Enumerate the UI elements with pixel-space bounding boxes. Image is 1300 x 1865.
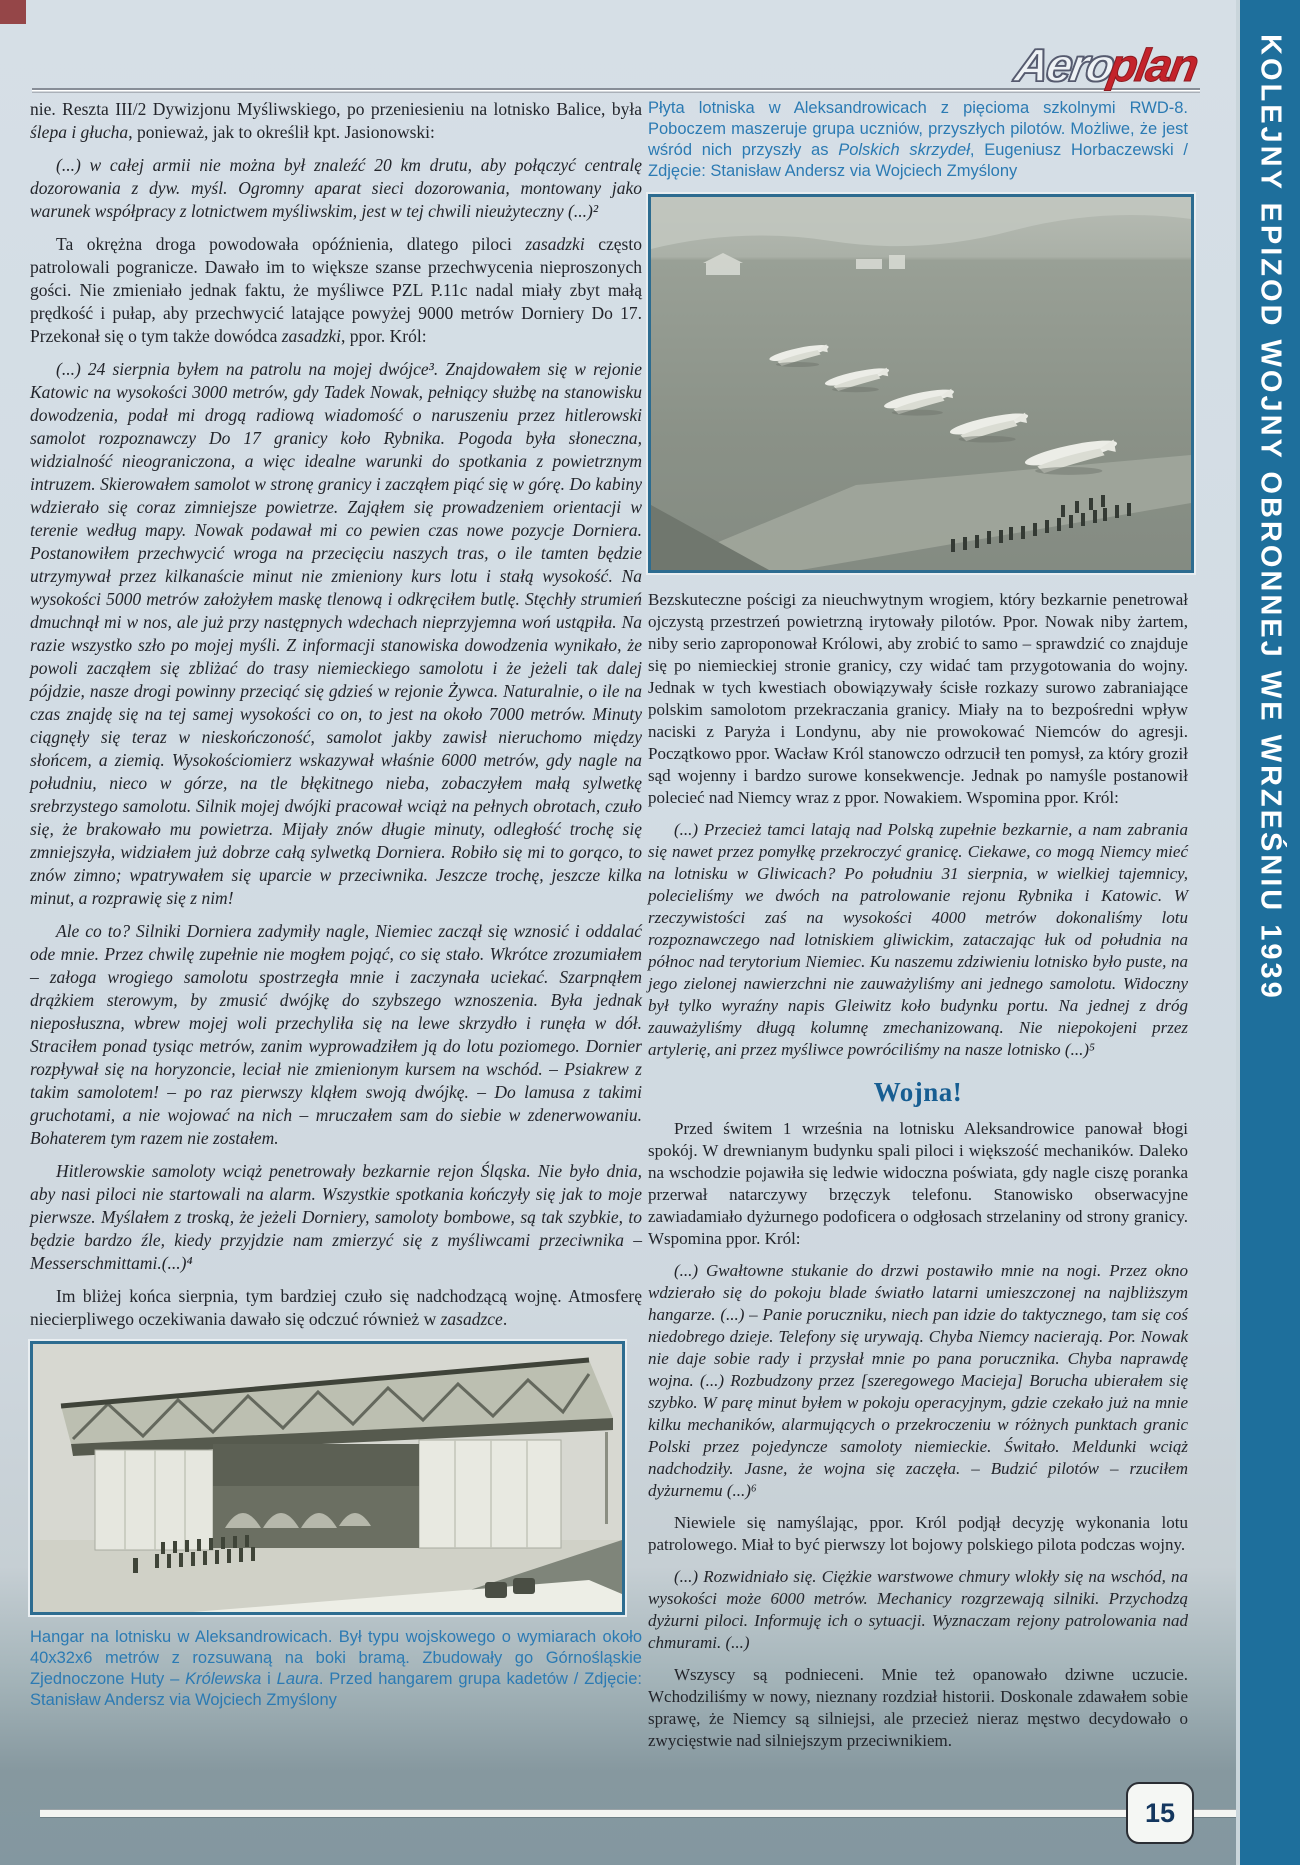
- text-segment: , ponieważ, jak to określił kpt. Jasionowski:: [128, 122, 435, 142]
- paragraph: [30, 1285, 642, 1331]
- quotation: (...) Rozwidniało się. Ciężkie warstwowe chmury wlokły się na wschód, na wysokości może 6000 metrów. Mechanicy rozgrzewają silniki. Przychodzą dyżurni piloci. Informuję ich o sytuacji. Wyznaczam rejony patrolowania nad chmurami. (...): [648, 1567, 1188, 1652]
- airfield-photo-graphic: [651, 197, 1191, 570]
- text-segment: zasadzki: [281, 326, 342, 346]
- text-segment: Hangar na lotnisku w Aleksandrowicach. Był typu wojskowego o wymiarach około 40x32x6 metrów z rozsuwaną na boki bramą. Zbudowały go Górnośląskie Zjednoczone Huty –: [30, 1628, 642, 1688]
- scan-artifact: [0, 0, 26, 24]
- logo-text-aero: Aero: [1011, 39, 1118, 91]
- text-segment: Polskich skrzydeł: [838, 141, 970, 159]
- text-segment: . Przed hangarem grupa kadetów / Zdjęcie: Stanisław Andersz via Wojciech Zmyślony: [30, 1670, 642, 1709]
- text-segment: Laura: [276, 1670, 319, 1688]
- text-segment: nie. Reszta III/2 Dywizjonu Myśliwskiego, po przeniesieniu na lotnisko Balice, była: [30, 99, 642, 119]
- paragraph: Bezskuteczne pościgi za nieuchwytnym wrogiem, który bezkarnie penetrował ojczystą przestrzeń powietrzną irytowały pilotów. Ppor. Nowak niby żartem, niby serio zaproponował Królowi, aby zrobić to samo – sprawdzić co znajduje się po niemieckiej stronie granicy, czy widać tam przygotowania do wojny. Jednak w tych kwestiach obowiązywały ścisłe rozkazy surowo zabraniające polskim samolotom przekraczania granicy. Miały na to bezpośredni wpływ naciski z Paryża i Londynu, aby nie prowokować Niemców do agresji. Początkowo ppor. Wacław Król stanowczo odrzucił ten pomysł, za który groził sąd wojenny i bardzo surowe konsekwencje. Jednak po namyśle postanowił polecieć nad Niemcy wraz z ppor. Nowakiem. Wspomina ppor. Król:: [648, 590, 1188, 807]
- text-segment: .: [502, 1309, 508, 1329]
- text-segment: zasadzki: [525, 234, 585, 254]
- aeroplan-logo: [1011, 38, 1201, 92]
- paragraph: Wszyscy są podnieceni. Mnie też opanowało dziwne uczucie. Wchodziliśmy w nowy, nieznany rozdział historii. Doskonale zdawałem sobie sprawę, że Niemcy są silniejsi, ale przecież nieraz męstwo decydowało o zwycięstwie nad silniejszym przeciwnikiem.: [648, 1665, 1188, 1750]
- section-heading: Wojna!: [873, 1077, 963, 1107]
- quotation: Hitlerowskie samoloty wciąż penetrowały bezkarnie rejon Śląska. Nie było dnia, aby nasi piloci nie startowali na alarm. Wszystkie spotkania kończyły się jak to moje pierwsze. Myślałem z troską, że jeżeli Dorniery, samoloty bombowe, są tak szybkie, to będzie bardzo źle, kiedy przyjdzie nam zmierzyć się z myśliwcami przeciwnika – Messerschmittami.(...)⁴: [30, 1161, 642, 1273]
- text-segment: często patrolowali pogranicze. Dawało im to większe szanse przechwycenia nieproszonych gości. Nie zmieniało jednak faktu, że myśliwce PZL P.11c nadal miały zbyt małą prędkość i pułap, aby przechwycić latające powyżej 9000 metrów Dorniery Do 17. Przekonał się o tym także dowódca: [30, 234, 642, 346]
- photo-caption: [648, 98, 1188, 182]
- sidebar-band: [1236, 0, 1300, 1865]
- text-segment: Im bliżej końca sierpnia, tym bardziej czuło się nadchodzącą wojnę. Atmosferę niecierpliwego oczekiwania dawało się odczuć również w: [30, 1286, 642, 1329]
- quotation: (...) Przecież tamci latają nad Polską zupełnie bezkarnie, a nam zabrania się nawet przez pomyłkę przekroczyć granicę. Ciekawe, co mogą Niemcy mieć na lotnisku w Gliwicach? Po południu 31 sierpnia, w wielkiej tajemnicy, polecieliśmy we dwóch na patrolowanie rejonu Rybnika i Katowic. W rzeczywistości zaś na wysokości 4000 metrów dokonaliśmy lotu rozpoznawczego nad lotniskiem gliwickim, zataczając łuk od południa na północ nad terytorium Niemiec. Ku naszemu zdziwieniu lotnisko było puste, na jego zielonej nawierzchni nie zauważyliśmy ani jednego samolotu. Widoczny był tylko wyraźny napis Gleiwitz koło budynku portu. Na jednej z dróg zauważyliśmy długą kolumnę zmechanizowaną. Nie niepokojeni przez artylerię, ani przez myśliwce powróciliśmy na nasze lotnisko (...)⁵: [648, 820, 1188, 1059]
- quotation: (...) Gwałtowne stukanie do drzwi postawiło mnie na nogi. Przez okno wdzierało się do pokoju blade światło latarni umieszczonej na najbliższym hangarze. (...) – Panie poruczniku, niech pan idzie do taktycznego, tam się coś niedobrego dzieje. Telefony się urywają. Chyba Niemcy nacierają. Por. Nowak nie daje sobie rady i przysłał mnie po pana porucznika. Chyba naprawdę wojna. (...) Rozbudzony przez [szeregowego Macieja] Borucha ubierałem się szybko. W parę minut byłem w pokoju operacyjnym, gdzie czekało już na mnie kilku mechaników, alarmujących o przekroczeniu w różnych punktach granic Polski przez pojedyncze samoloty niemieckie. Świtało. Meldunki wciąż nadchodziły. Jasne, że wojna się zaczęła. – Budzić pilotów – rzuciłem dyżurnemu (...)⁶: [648, 1261, 1188, 1500]
- paragraph: [30, 233, 642, 348]
- hangar-photo: [30, 1341, 625, 1615]
- hangar-photo-graphic: [33, 1344, 622, 1612]
- text-segment: i: [261, 1670, 277, 1688]
- page-number-badge: [1126, 1782, 1194, 1844]
- paragraph: Przed świtem 1 września na lotnisku Aleksandrowice panował błogi spokój. W drewnianym budynku spali piloci i większość mechaników. Daleko na wschodzie pojawiła się ledwie widoczna poświata, gdy nagle ciszę poranka przerwał natarczywy brzęczyk telefonu. Stanowisko obserwacyjne zawiadamiało dyżurnego podoficera o odgłosach strzelaniny od strony granicy. Wspomina ppor. Król:: [648, 1119, 1188, 1248]
- text-segment: , ppor. Król:: [341, 326, 427, 346]
- footer-rule: [40, 1809, 1236, 1818]
- sidebar-title: KOLEJNY EPIZOD WOJNY OBRONNEJ WE WRZEŚNIU 1939: [1254, 34, 1287, 1001]
- text-segment: zasadzce: [440, 1309, 503, 1329]
- text-segment: Płyta lotniska w Aleksandrowicach z pięcioma szkolnymi RWD-8. Poboczem maszeruje grupa uczniów, przyszłych pilotów. Możliwe, że jest wśród nich przyszły as: [648, 99, 1188, 159]
- text-segment: , Eugeniusz Horbaczewski / Zdjęcie: Stanisław Andersz via Wojciech Zmyślony: [648, 141, 1188, 180]
- quotation: (...) w całej armii nie można był znaleźć 20 km drutu, aby połączyć centralę dozorowania z dyw. myśl. Ogromny aparat sieci dozorowania, montowany jako warunek współpracy z lotnictwem myśliwskim, jest w tej chwili nieużyteczny (...)²: [30, 155, 642, 221]
- text-segment: ślepa i głucha: [30, 122, 129, 142]
- page-number: 15: [1144, 1797, 1176, 1828]
- text-segment: Ta okrężna droga powodowała opóźnienia, dlatego piloci: [56, 234, 526, 254]
- text-segment: Królewska: [185, 1670, 262, 1688]
- quotation: (...) 24 sierpnia byłem na patrolu na mojej dwójce³. Znajdowałem się w rejonie Katowic na wysokości 3000 metrów, gdy Tadek Nowak, pełniący służbę na stanowisku dowodzenia, podał mi drogą radiową wiadomość o naruszeniu przez hitlerowski samolot rozpoznawczy Do 17 granicy koło Rybnika. Pogoda była słoneczna, widzialność nieograniczona, a więc idealne warunki do spotkania z powietrznym intruzem. Skierowałem samolot w stronę granicy i zacząłem piąć się w górę. Do kabiny wdzierało się coraz zimniejsze powietrze. Zająłem się prowadzeniem orientacji w terenie według mapy. Nowak podawał mi co pewien czas nowe pozycje Dorniera. Postanowiłem przechwycić wroga na przecięciu naszych tras, o ile tamten będzie utrzymywał przez kilkanaście minut nie zmieniony kurs lotu i stałą wysokość. Na wysokości 5000 metrów założyłem maskę tlenową i odkręciłem butlę. Stęchły strumień dmuchnął mi w nos, ale już przy następnych wdechach nieprzyjemna woń ustąpiła. Na razie wszystko szło po mojej myśli. Z informacji stanowiska dowodzenia wynikało, że powoli zacząłem się zbliżać do trasy niemieckiego samolotu i że jeżeli tak dalej pójdzie, nasze drogi powinny przeciąć się gdzieś w rejonie Żywca. Naturalnie, o ile na czas znajdę się na tej samej wysokości co on, to jest na około 7000 metrów. Minuty ciągnęły się teraz w nieskończoność, samolot jakby zawisł nieruchomo między słońcem, a ziemią. Wysokościomierz wskazywał właśnie 6000 metrów, gdy nagle na południu, nieco w górze, na tle błękitnego nieba, zobaczyłem małą sylwetkę srebrzystego samolotu. Silnik mojej dwójki pracował wciąż na pełnych obrotach, czuło się, że brakowało mu powietrza. Mijały znów długie minuty, odległość trochę się zmniejszyła, widziałem już dobrze całą sylwetką Dorniera. Robiło się mi to gorąco, to znów zimno; wpatrywałem się uparcie w przeciwnika. Jeszcze trochę, jeszcze kilka minut, a rozprawię się z nim!: [30, 359, 642, 908]
- photo-caption: [30, 1627, 642, 1711]
- quotation: Ale co to? Silniki Dorniera zadymiły nagle, Niemiec zaczął się wznosić i oddalać ode mnie. Przez chwilę zupełnie nie mogłem pojąć, co się stało. Wkrótce zrozumiałem – załoga wrogiego samolotu spostrzegła mnie i zaczynała uciekać. Szarpnąłem drążkiem sterowym, by zmusić dwójkę do szybszego wznoszenia. Była jednak nieposłuszna, wbrew mojej woli przechyliła się na lewe skrzydło i runęła w dół. Straciłem ponad tysiąc metrów, zanim wyprowadziłem ją do lotu poziomego. Dornier rozpływał się na horyzoncie, leciał nie zmienionym kursem na wschód. – Psiakrew z takim samolotem! – po raz pierwszy kląłem swoją dwójkę. – Do lamusa z takimi gruchotami, a nie wojować na nich – mruczałem sam do siebie w zdenerwowaniu. Bohaterem tym razem nie zostałem.: [30, 921, 642, 1148]
- paragraph: Niewiele się namyślając, ppor. Król podjął decyzję wykonania lotu patrolowego. Miał to być pierwszy lot bojowy polskiego pilota podczas wojny.: [648, 1513, 1188, 1554]
- logo-text-plan: plan: [1105, 39, 1201, 91]
- airfield-photo: [648, 194, 1194, 573]
- right-column: [648, 98, 1188, 1762]
- left-column: [30, 98, 642, 1711]
- paragraph: [30, 98, 642, 144]
